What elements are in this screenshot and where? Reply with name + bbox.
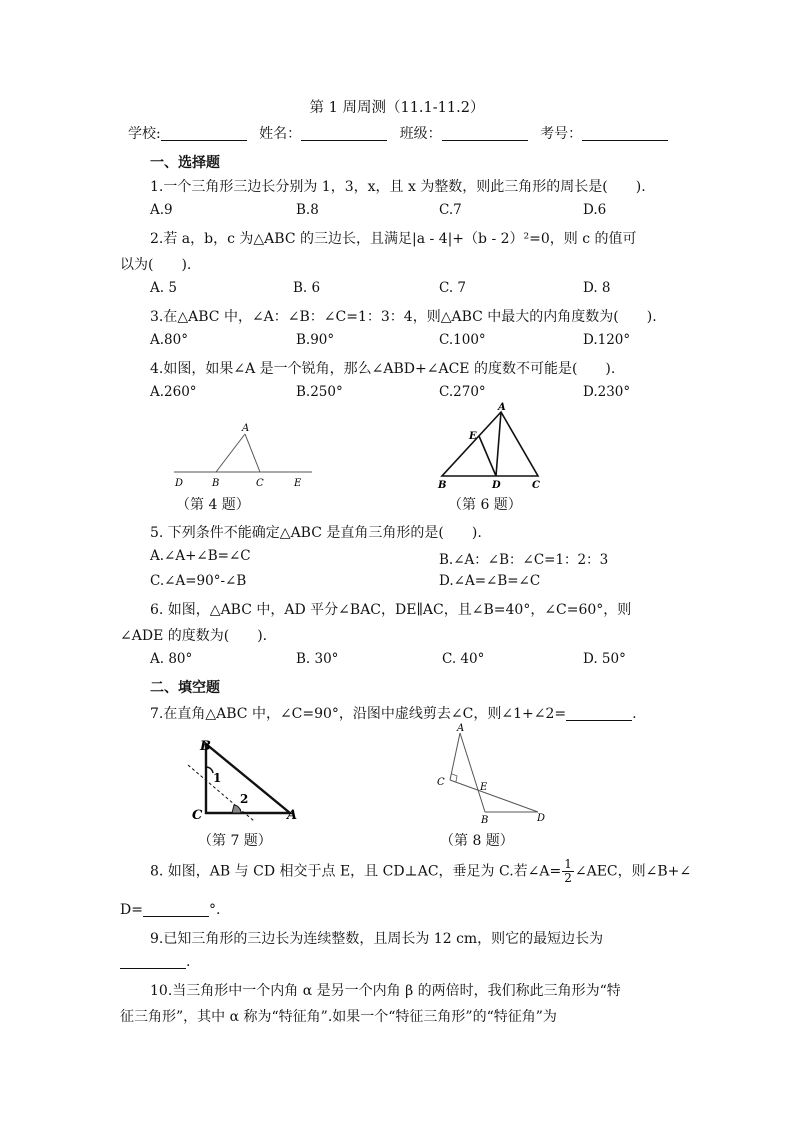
fraction-numerator: 1 bbox=[564, 857, 572, 871]
question-7-stem: 7.在直角△ABC 中，∠C=90°，沿图中虚线剪去∠C，则∠1+∠2= bbox=[150, 706, 567, 722]
question-8-part2: ∠AEC，则∠B+∠ bbox=[574, 863, 692, 880]
fig8-label-d: D bbox=[537, 813, 546, 824]
fig4-label-c: C bbox=[256, 478, 264, 489]
q5-option-b: B.∠A：∠B：∠C=1：2：3 bbox=[439, 552, 609, 568]
q6-option-b: B. 30° bbox=[296, 651, 339, 667]
segment-cd bbox=[450, 780, 538, 812]
q1-option-d: D.6 bbox=[583, 202, 607, 218]
segment-de bbox=[479, 436, 496, 476]
fig6-label-b: B bbox=[438, 480, 447, 491]
id-field[interactable] bbox=[582, 126, 668, 141]
fig8-label-e: E bbox=[480, 782, 488, 793]
segment-ab bbox=[460, 733, 485, 812]
figure-q8-diagram bbox=[430, 722, 555, 824]
fig4-label-d: D bbox=[175, 478, 184, 489]
q8-answer-blank[interactable] bbox=[143, 902, 209, 917]
question-4-text: 4.如图，如果∠A 是一个锐角，那么∠ABD+∠ACE 的度数不可能是( ). bbox=[150, 361, 616, 377]
id-label: 考号： bbox=[540, 126, 583, 142]
q4-option-d: D.230° bbox=[583, 384, 631, 400]
fraction-one-half bbox=[562, 858, 574, 885]
fig7-label-a: A bbox=[287, 808, 298, 823]
question-8-part1: 8. 如图，AB 与 CD 相交于点 E，且 CD⊥AC，垂足为 C.若∠A= bbox=[150, 863, 562, 880]
section-choice-heading: 一、选择题 bbox=[150, 155, 220, 171]
fig6-label-c: C bbox=[532, 480, 540, 491]
class-field[interactable] bbox=[442, 126, 528, 141]
q5-option-a: A.∠A+∠B=∠C bbox=[150, 548, 251, 564]
q1-option-b: B.8 bbox=[296, 202, 319, 218]
q2-option-c: C. 7 bbox=[439, 280, 467, 296]
triangle-abc bbox=[442, 412, 538, 476]
section-fill-heading: 二、填空题 bbox=[150, 680, 220, 696]
segment-ab bbox=[216, 434, 245, 472]
school-field[interactable] bbox=[161, 126, 247, 141]
question-10-line1: 10.当三角形中一个内角 α 是另一个内角 β 的两倍时，我们称此三角形为“特 bbox=[150, 983, 621, 999]
name-field[interactable] bbox=[301, 126, 387, 141]
fraction-denominator: 2 bbox=[564, 871, 572, 885]
q4-option-b: B.250° bbox=[296, 384, 343, 400]
fig7-label-angle2: 2 bbox=[240, 792, 249, 806]
fig6-label-e: E bbox=[469, 431, 477, 442]
question-5-text: 5. 下列条件不能确定△ABC 是直角三角形的是( ). bbox=[150, 525, 482, 541]
fig4-label-b: B bbox=[212, 478, 220, 489]
figure-q6-diagram bbox=[434, 400, 549, 492]
class-label: 班级： bbox=[399, 126, 442, 142]
exam-header bbox=[128, 123, 668, 143]
q3-option-d: D.120° bbox=[583, 332, 631, 348]
q7-answer-blank[interactable] bbox=[566, 706, 632, 721]
q2-option-a: A. 5 bbox=[150, 280, 177, 296]
q1-option-a: A.9 bbox=[150, 202, 173, 218]
q1-option-c: C.7 bbox=[439, 202, 462, 218]
question-7-text: 7.在直角△ABC 中，∠C=90°，沿图中虚线剪去∠C，则∠1+∠2= . bbox=[150, 706, 637, 722]
q6-option-d: D. 50° bbox=[583, 651, 626, 667]
school-label: 学校: bbox=[128, 126, 161, 142]
q2-option-b: B. 6 bbox=[293, 280, 321, 296]
question-1-text: 1.一个三角形三边长分别为 1，3，x，且 x 为整数，则此三角形的周长是( ). bbox=[150, 179, 646, 195]
q3-option-b: B.90° bbox=[296, 332, 335, 348]
question-8-line2 bbox=[120, 902, 220, 918]
segment-ac bbox=[450, 733, 460, 780]
fig7-label-angle1: 1 bbox=[213, 771, 222, 785]
fig8-label-b: B bbox=[481, 815, 489, 824]
figure-q4-diagram bbox=[168, 420, 318, 492]
question-8-line1 bbox=[150, 858, 691, 885]
fig4-label-a: A bbox=[242, 423, 250, 434]
name-label: 姓名： bbox=[259, 126, 302, 142]
question-9-line2-post: . bbox=[186, 954, 191, 970]
fig4-label-e: E bbox=[294, 478, 302, 489]
question-9-line1: 9.已知三角形的三边长为连续整数，且周长为 12 cm，则它的最短边长为 bbox=[150, 931, 604, 947]
q4-option-c: C.270° bbox=[439, 384, 486, 400]
figure-q6-caption: （第 6 题） bbox=[448, 497, 522, 513]
q9-answer-blank[interactable] bbox=[120, 954, 186, 969]
q3-option-c: C.100° bbox=[439, 332, 486, 348]
q5-option-d: D.∠A=∠B=∠C bbox=[439, 573, 541, 589]
fig7-label-c: C bbox=[192, 808, 203, 823]
angle-2-arc bbox=[232, 805, 241, 813]
figure-q4-caption: （第 4 题） bbox=[176, 497, 250, 513]
question-2-line2: 以为( ). bbox=[120, 257, 192, 273]
question-10-line2: 征三角形”，其中 α 称为“特征角”.如果一个“特征三角形”的“特征角”为 bbox=[120, 1009, 557, 1025]
q6-option-c: C. 40° bbox=[442, 651, 485, 667]
q6-option-a: A. 80° bbox=[150, 651, 193, 667]
fig6-label-a: A bbox=[498, 402, 506, 413]
q5-option-c: C.∠A=90°-∠B bbox=[150, 573, 247, 589]
question-9-line2 bbox=[120, 954, 190, 970]
q4-option-a: A.260° bbox=[150, 384, 197, 400]
q2-option-d: D. 8 bbox=[583, 280, 611, 296]
segment-ac bbox=[245, 434, 260, 472]
fig6-label-d: D bbox=[492, 480, 501, 491]
question-8-line2-pre: D= bbox=[120, 902, 143, 918]
question-2-line1: 2.若 a，b，c 为△ABC 的三边长，且满足|a - 4|+（b - 2）²=0，则 c 的值可 bbox=[150, 231, 637, 247]
fig8-label-a: A bbox=[457, 723, 465, 734]
question-3-text: 3.在△ABC 中，∠A：∠B：∠C=1：3：4，则△ABC 中最大的内角度数为( ). bbox=[150, 309, 657, 325]
question-8-line2-post: °. bbox=[208, 902, 221, 918]
segment-ad bbox=[496, 412, 501, 476]
q3-option-a: A.80° bbox=[150, 332, 188, 348]
figure-q8-caption: （第 8 题） bbox=[440, 833, 514, 849]
page-title: 第 1 周周测（11.1-11.2） bbox=[309, 100, 485, 116]
figure-q7-diagram bbox=[180, 735, 305, 825]
question-6-line1: 6. 如图，△ABC 中，AD 平分∠BAC，DE∥AC，且∠B=40°，∠C=60°，则 bbox=[150, 602, 632, 618]
question-6-line2: ∠ADE 的度数为( ). bbox=[120, 628, 268, 644]
fig8-label-c: C bbox=[437, 777, 445, 788]
figure-q7-caption: （第 7 题） bbox=[198, 833, 272, 849]
fig7-label-b: B bbox=[200, 739, 211, 754]
